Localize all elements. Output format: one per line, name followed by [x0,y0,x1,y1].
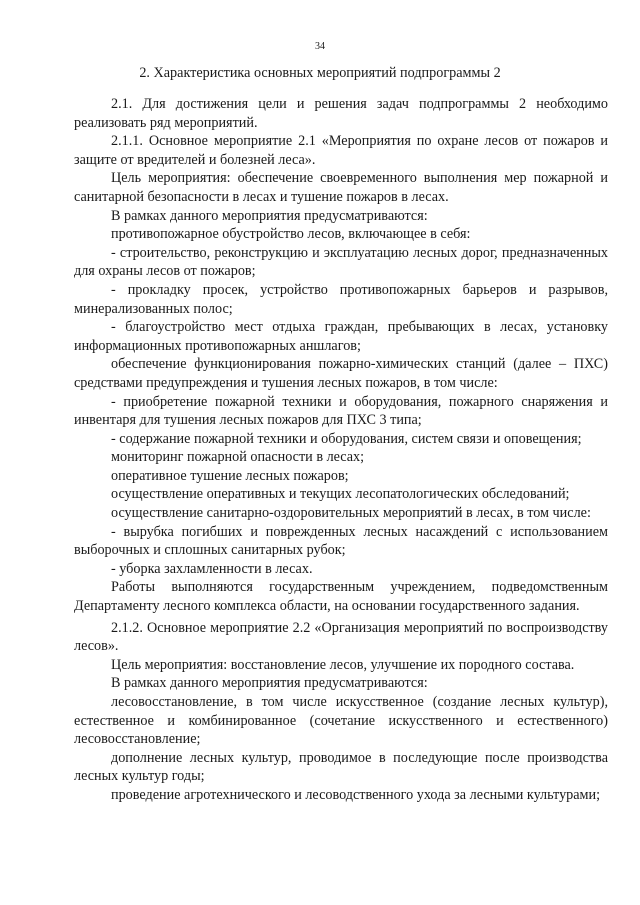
paragraph: осуществление оперативных и текущих лесопатологических обследований; [111,486,570,503]
paragraph: противопожарное обустройство лесов, включающее в себя: [111,226,471,243]
paragraph: Цель мероприятия: обеспечение своевременного выполнения мер пожарной и санитарной безопасности в лесах и тушение пожаров в лесах. [74,170,608,205]
paragraph: проведение агротехнического и лесоводственного ухода за лесными культурами; [111,786,601,803]
list-item: - уборка захламленности в лесах. [111,560,313,577]
list-item: - прокладку просек, устройство противопожарных барьеров и разрывов, минерализованных полос; [74,281,608,317]
paragraph: лесовосстановление, в том числе искусственное (создание лесных культур), естественное и комбинированное (сочетание искусственного и естественного) лесовосстановление; [74,694,608,748]
document-body [74,95,608,805]
paragraph: 2.1. Для достижения цели и решения задач подпрограммы 2 необходимо реализовать ряд мероприятий. [74,96,608,131]
paragraph: осуществление санитарно-оздоровительных мероприятий в лесах, в том числе: [111,505,591,522]
list-item: - приобретение пожарной техники и оборудования, пожарного снаряжения и инвентаря для тушения лесных пожаров для ПХС 3 типа; [74,393,608,429]
page-number: 34 [315,41,325,52]
list-item: - благоустройство мест отдыха граждан, пребывающих в лесах, установку информационных противопожарных аншлагов; [74,319,608,354]
paragraph: оперативное тушение лесных пожаров; [111,467,349,484]
paragraph: мониторинг пожарной опасности в лесах; [111,449,365,466]
paragraph: дополнение лесных культур, проводимое в последующие после производства лесных культур годы; [74,749,608,785]
paragraph: Цель мероприятия: восстановление лесов, улучшение их породного состава. [111,656,575,673]
paragraph: обеспечение функционирования пожарно-химических станций (далее – ПХС) средствами предупреждения и тушения лесных пожаров, в том числе: [74,356,608,391]
list-item: - содержание пожарной техники и оборудования, систем связи и оповещения; [111,430,582,447]
paragraph: В рамках данного мероприятия предусматриваются: [111,675,428,692]
paragraph: 2.1.1. Основное мероприятие 2.1 «Мероприятия по охране лесов от пожаров и защите от вредителей и болезней леса». [74,133,608,168]
paragraph: Работы выполняются государственным учреждением, подведомственным Департаменту лесного комплекса области, на основании государственного задания. [74,579,608,615]
paragraph: 2.1.2. Основное мероприятие 2.2 «Организация мероприятий по воспроизводству лесов». [74,619,608,655]
section-heading: 2. Характеристика основных мероприятий подпрограммы 2 [139,65,501,81]
list-item: - вырубка погибших и поврежденных лесных насаждений с использованием выборочных и сплошных санитарных рубок; [74,523,608,559]
list-item: - строительство, реконструкцию и эксплуатацию лесных дорог, предназначенных для охраны лесов от пожаров; [74,244,608,280]
paragraph: В рамках данного мероприятия предусматриваются: [111,207,428,224]
